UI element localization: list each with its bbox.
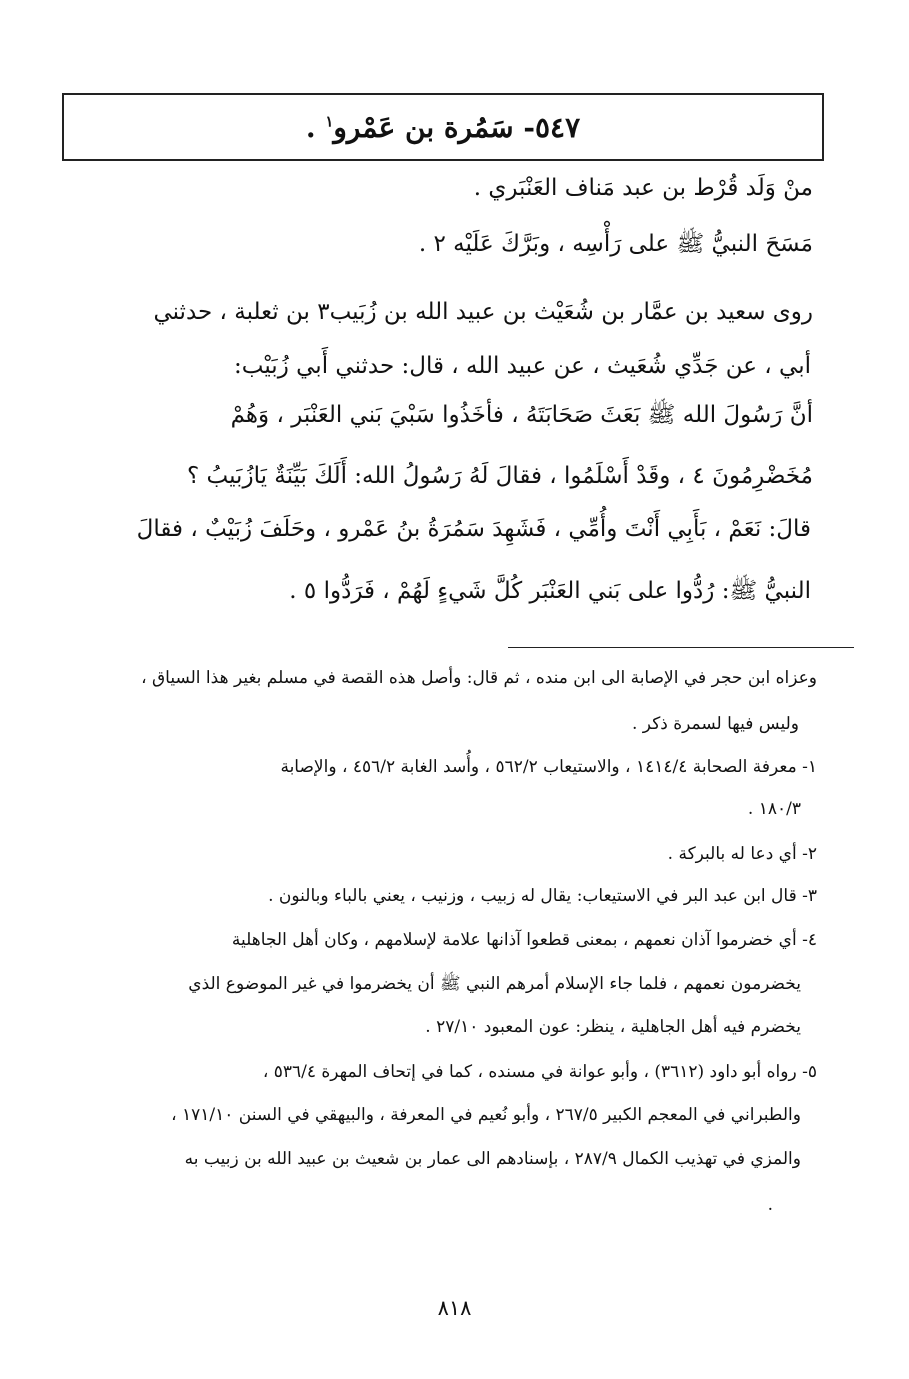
body-line-1: منْ وَلَد قُرْط بن عبد مَناف العَنْبَري . [473, 175, 813, 201]
footnote-line-4: ١٨٠/٣ . [747, 799, 801, 819]
footnote-line-6: ٣- قال ابن عبد البر في الاستيعاب: يقال له زبيب ، وزنيب ، يعني بالباء وبالنون . [268, 886, 817, 906]
body-line-2: مَسَحَ النبيُّ ﷺ على رَأْسِه ، وبَرَّكَ عَلَيْه ٢ . [418, 231, 813, 257]
body-line-6: مُخَضْرِمُونَ ٤ ، وقَدْ أَسْلَمُوا ، فقالَ لَهُ رَسُولُ الله: أَلَكَ بَيِّنَةٌ يَازُبَيبُ ؟ [187, 463, 813, 489]
footnote-line-10: ٥- رواه أبو داود (٣٦١٢) ، وأبو عوانة في مسنده ، كما في إتحاف المهرة ٥٣٦/٤ ، [262, 1062, 817, 1082]
footnote-line-1: وعزاه ابن حجر في الإصابة الى ابن منده ، ثم قال: وأصل هذه القصة في مسلم بغير هذا السياق ، [141, 668, 817, 688]
body-line-5: أنَّ رَسُولَ الله ﷺ بَعَثَ صَحَابَتَهُ ، فأخَذُوا سَبْيَ بَني العَنْبَر ، وَهُمْ [230, 402, 813, 428]
footnote-line-7: ٤- أي خضرموا آذان نعمهم ، بمعنى قطعوا آذانها علامة لإسلامهم ، وكان أهل الجاهلية [231, 930, 817, 950]
entry-title [306, 111, 580, 144]
entry-title-box [62, 93, 824, 161]
title-end: . [305, 110, 326, 144]
footnote-line-9: يخضرم فيه أهل الجاهلية ، ينظر: عون المعبود ٢٧/١٠ . [425, 1017, 801, 1037]
footnote-line-2: وليس فيها لسمرة ذكر . [632, 714, 799, 734]
footnote-line-12: والمزي في تهذيب الكمال ٢٨٧/٩ ، بإسنادهم الى عمار بن شعيث بن عبيد الله بن زبيب به [184, 1149, 801, 1169]
body-line-7: قالَ: نَعَمْ ، بَأَبِي أَنْتَ وأُمِّي ، فَشَهِدَ سَمُرَةُ بنُ عَمْرو ، وحَلَفَ زُبَيْبٌ ، فقالَ [136, 516, 811, 542]
title-footnote-ref: ١ [325, 112, 334, 131]
footnote-line-11: والطبراني في المعجم الكبير ٢٦٧/٥ ، وأبو نُعيم في المعرفة ، والبيهقي في السنن ١٧١/١٠ ، [171, 1105, 801, 1125]
footnote-line-3: ١- معرفة الصحابة ١٤١٤/٤ ، والاستيعاب ٥٦٢/٢ ، وأُسد الغابة ٤٥٦/٢ ، والإصابة [280, 757, 817, 777]
body-line-3: روى سعيد بن عمَّار بن شُعَيْث بن عبيد الله بن زُبَيب٣ بن ثعلبة ، حدثني [153, 299, 813, 325]
footnote-line-5: ٢- أي دعا له بالبركة . [667, 844, 817, 864]
entry-title-text: ٥٤٧- سَمُرة بن عَمْرو [333, 110, 581, 144]
footnote-line-8: يخضرمون نعمهم ، فلما جاء الإسلام أمرهم النبي ﷺ أن يخضرموا في غير الموضوع الذي [188, 974, 801, 994]
body-line-4: أبي ، عن جَدِّي شُعَيث ، عن عبيد الله ، قال: حدثني أَبي زُبَيْب: [234, 353, 811, 379]
footnote-line-13: . [767, 1195, 773, 1215]
footnote-divider [508, 647, 854, 648]
page-number: ٨١٨ [437, 1296, 472, 1320]
body-line-8: النبيُّ ﷺ: رُدُّوا على بَني العَنْبَر كُلَّ شَيءٍ لَهُمْ ، فَرَدُّوا ٥ . [289, 578, 811, 604]
